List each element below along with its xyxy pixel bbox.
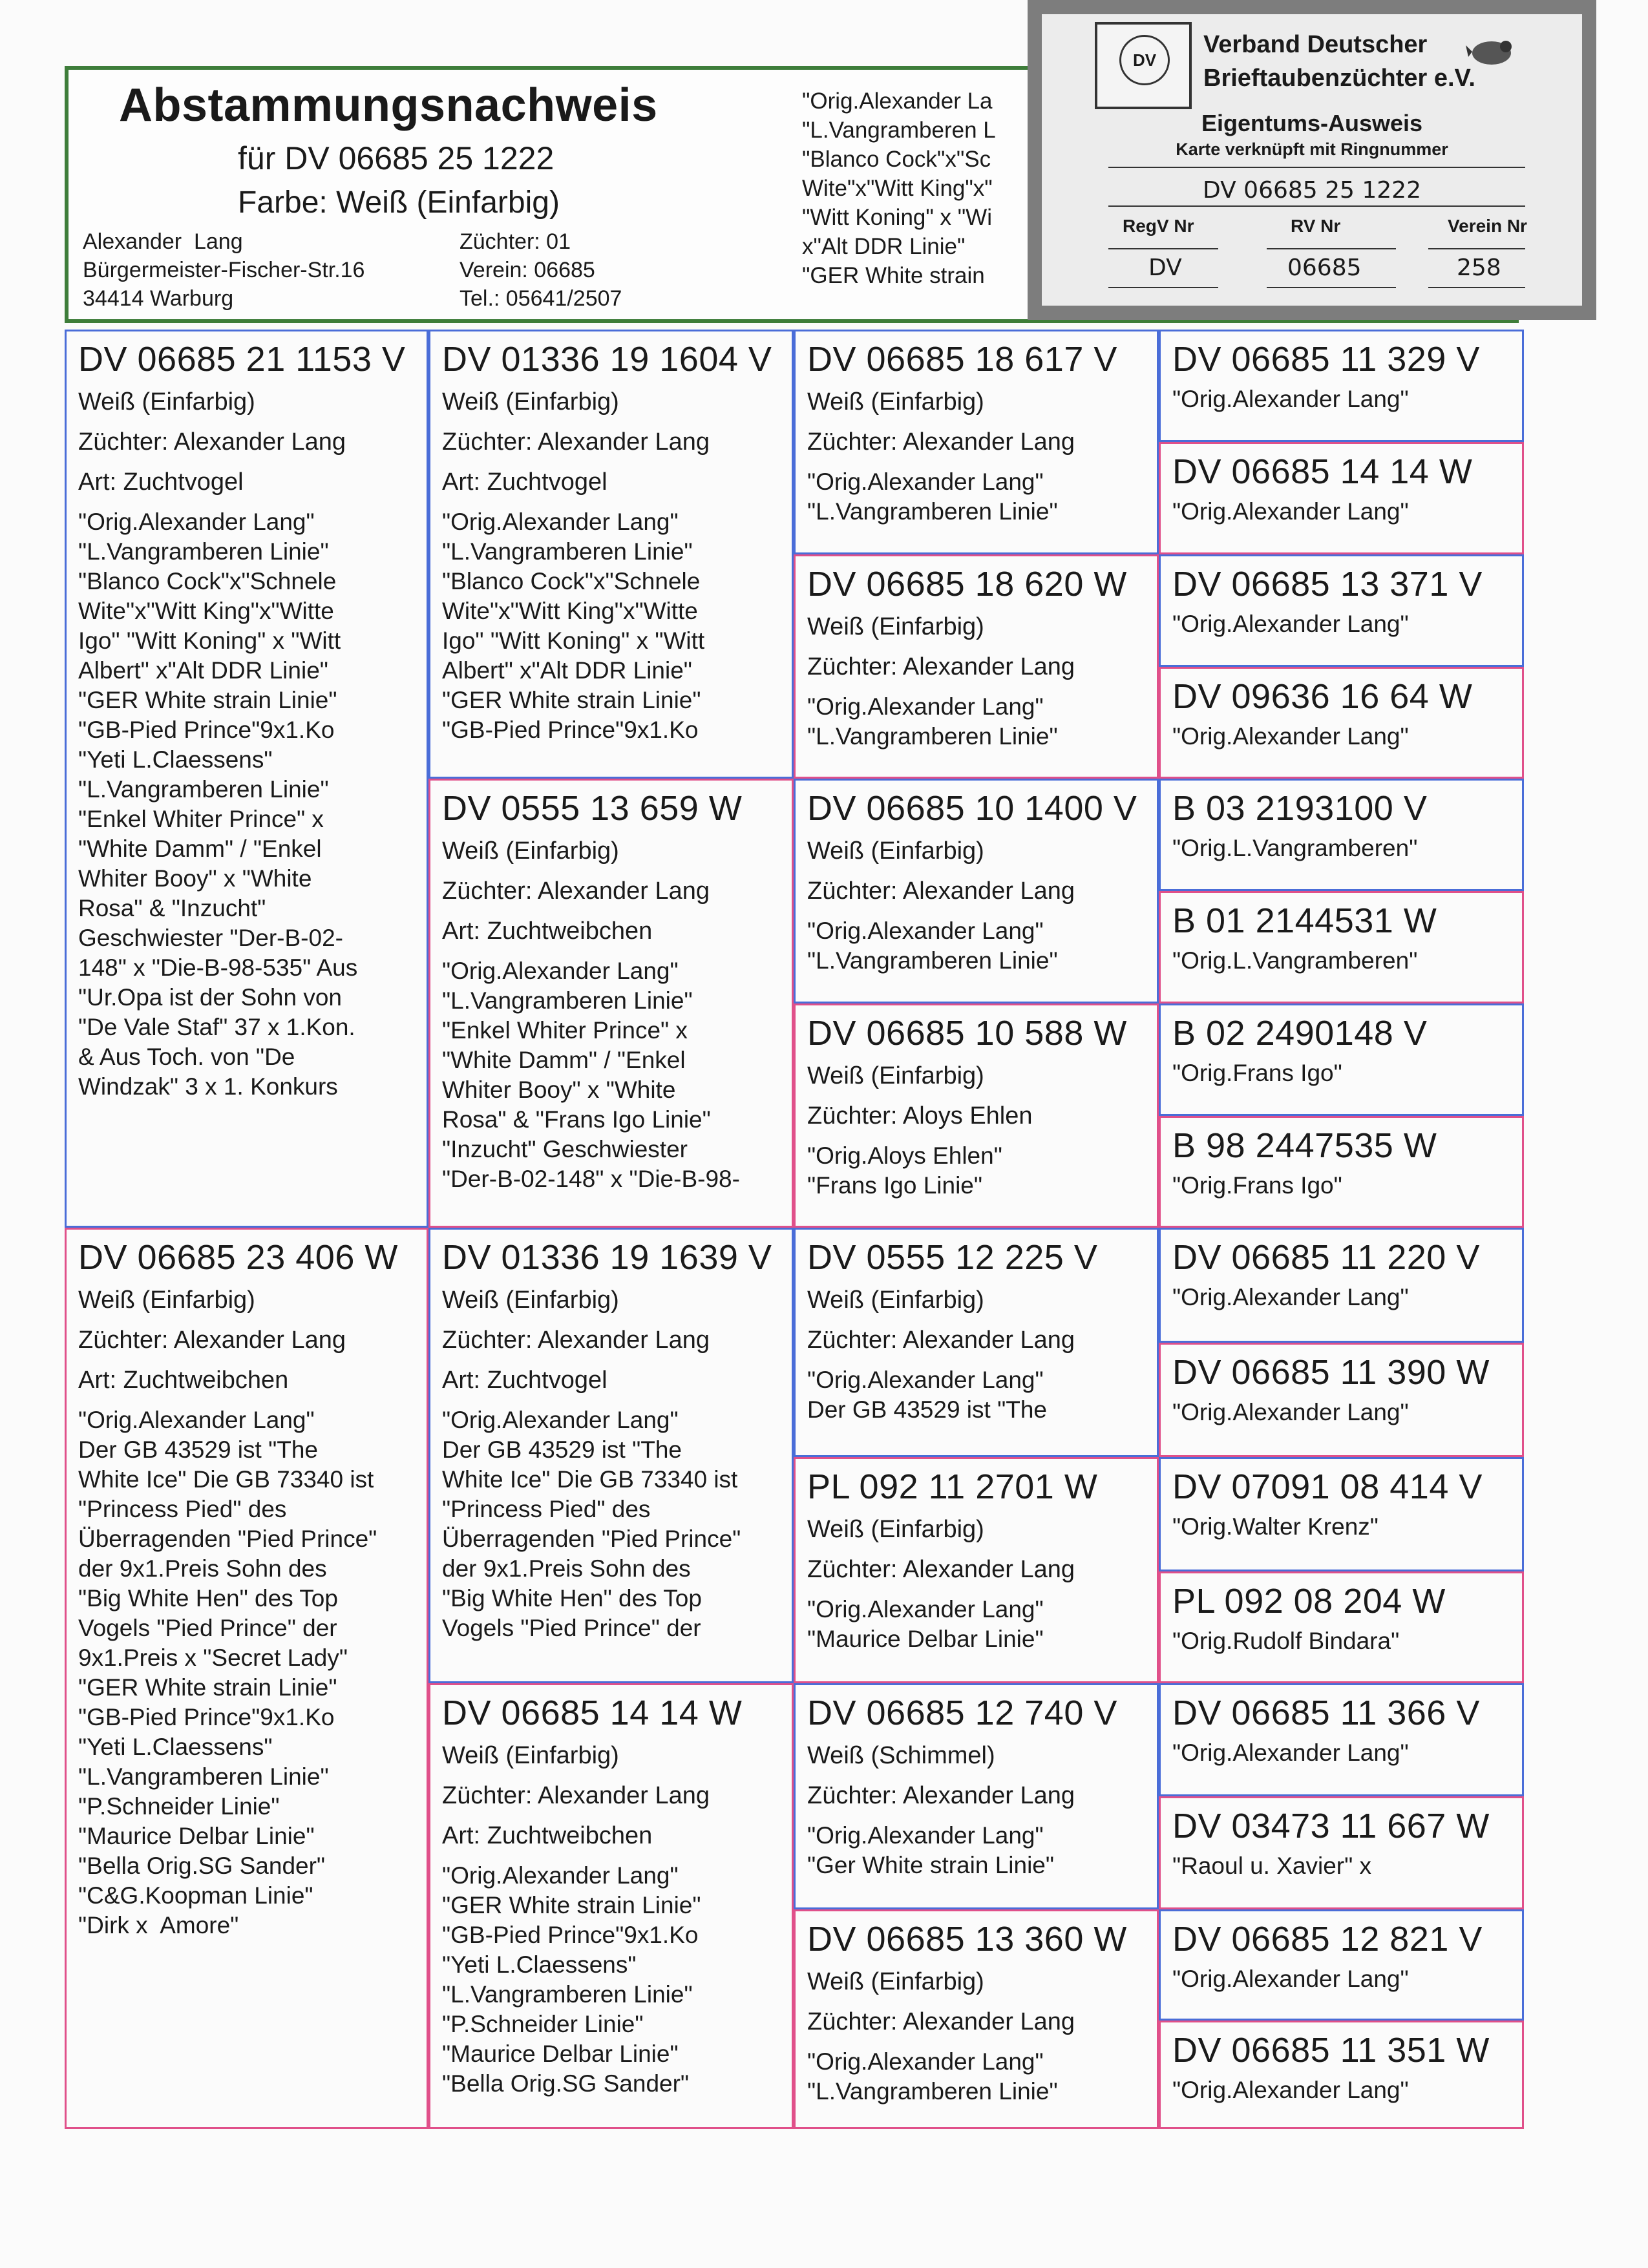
pedigree-notes: "Orig.Alexander Lang" "L.Vangramberen Linie" xyxy=(807,468,1058,525)
pedigree-cell xyxy=(1159,2021,1524,2129)
ring-number: B 02 2490148 V xyxy=(1172,1014,1428,1053)
association-logo xyxy=(1095,22,1192,109)
pedigree-cell xyxy=(1159,1796,1524,1909)
pedigree-notes: "Orig.Alexander Lang" "L.Vangramberen Linie" "Blanco Cock"x"Schnele Wite"x"Witt King"x"Witte Igo" "Witt Koning" x "Witt Albert" x"Alt DDR Linie" "GER White strain Linie" "GB-Pied Prince"9x1.Ko xyxy=(442,509,705,743)
pedigree-cell xyxy=(1159,1457,1524,1571)
ring-number: DV 06685 13 371 V xyxy=(1172,565,1483,604)
ring-number: B 01 2144531 W xyxy=(1172,901,1437,940)
ring-number: DV 06685 14 14 W xyxy=(1172,452,1473,491)
card-divider xyxy=(1108,205,1525,207)
ring-number: PL 092 11 2701 W xyxy=(807,1467,1098,1506)
subject-pedigree-text: "Orig.Alexander La "L.Vangramberen L "Blanco Cock"x"Sc Wite"x"Witt King"x" "Witt Koning" x "Wi x"Alt DDR Linie" "GER White strain xyxy=(802,89,996,288)
pedigree-notes: "Orig.Alexander Lang" "L.Vangramberen Linie" xyxy=(807,693,1058,750)
bird-color: Weiß (Einfarbig) xyxy=(807,388,984,415)
pedigree-notes: "Orig.Alexander Lang" xyxy=(1172,2077,1409,2103)
bird-breeder: Züchter: Alexander Lang xyxy=(442,877,710,905)
ring-number: DV 06685 10 1400 V xyxy=(807,789,1137,828)
regv-label: RegV Nr xyxy=(1123,216,1194,236)
pedigree-cell xyxy=(794,554,1159,779)
pedigree-notes: "Orig.Alexander Lang" xyxy=(1172,1284,1409,1310)
pedigree-notes: "Orig.Alexander Lang" "L.Vangramberen Linie" xyxy=(807,2048,1058,2105)
ring-number: DV 06685 11 220 V xyxy=(1172,1238,1480,1277)
ring-number: DV 06685 11 329 V xyxy=(1172,340,1480,379)
pedigree-cell xyxy=(794,1457,1159,1683)
ring-number: DV 06685 13 360 W xyxy=(807,1920,1127,1958)
verein-value: 258 xyxy=(1457,255,1501,281)
ring-number: DV 06685 21 1153 V xyxy=(78,340,406,379)
ring-number: B 98 2447535 W xyxy=(1172,1126,1437,1165)
document-title: Abstammungsnachweis xyxy=(119,79,658,131)
bird-breeder: Züchter: Alexander Lang xyxy=(807,653,1075,680)
bird-breeder: Züchter: Alexander Lang xyxy=(807,1782,1075,1809)
pedigree-cell xyxy=(1159,1909,1524,2021)
bird-color: Weiß (Schimmel) xyxy=(807,1742,995,1769)
bird-type: Art: Zuchtweibchen xyxy=(442,918,653,945)
bird-color: Weiß (Einfarbig) xyxy=(442,388,619,415)
ring-number: DV 06685 11 366 V xyxy=(1172,1694,1480,1732)
bird-color: Weiß (Einfarbig) xyxy=(807,837,984,865)
bird-color: Weiß (Einfarbig) xyxy=(78,1286,255,1314)
pedigree-notes: "Orig.Alexander Lang" xyxy=(1172,498,1409,525)
card-divider xyxy=(1108,248,1218,249)
pedigree-cell xyxy=(1159,1683,1524,1796)
pedigree-cell xyxy=(794,779,1159,1003)
verein-label: Verein Nr xyxy=(1448,216,1527,236)
ring-number: DV 07091 08 414 V xyxy=(1172,1467,1483,1506)
bird-type: Art: Zuchtvogel xyxy=(442,1367,607,1394)
bird-color: Weiß (Einfarbig) xyxy=(807,1062,984,1089)
ring-number: DV 09636 16 64 W xyxy=(1172,677,1473,716)
pedigree-cell xyxy=(1159,1343,1524,1457)
bird-color: Weiß (Einfarbig) xyxy=(807,613,984,640)
ring-number: B 03 2193100 V xyxy=(1172,789,1428,828)
pedigree-cell xyxy=(1159,779,1524,891)
ring-number: DV 06685 18 617 V xyxy=(807,340,1117,379)
ring-number: DV 0555 13 659 W xyxy=(442,789,743,828)
pedigree-notes: "Orig.Alexander Lang" xyxy=(1172,723,1409,750)
pedigree-notes: "Orig.Alexander Lang" "L.Vangramberen Linie" "Enkel Whiter Prince" x "White Damm" / "Enkel Whiter Booy" x "White Rosa" & "Frans Igo Linie" "Inzucht" Geschwiester "Der-B-02-148" x "Die-B-98- xyxy=(442,958,740,1192)
pedigree-cell xyxy=(428,1228,794,1683)
pedigree-cell xyxy=(65,1228,428,2129)
pedigree-notes: "Orig.Alexander Lang" xyxy=(1172,386,1409,412)
pedigree-cell xyxy=(794,330,1159,554)
pedigree-notes: "Orig.Alexander Lang" "Ger White strain Linie" xyxy=(807,1822,1055,1878)
breeder-number: Züchter: 01 xyxy=(460,229,571,254)
card-divider xyxy=(1108,167,1525,168)
regv-value: DV xyxy=(1148,255,1182,281)
pedigree-cell xyxy=(1159,667,1524,779)
bird-breeder: Züchter: Alexander Lang xyxy=(807,2008,1075,2035)
ring-number: DV 06685 18 620 W xyxy=(807,565,1127,604)
owner-street: Bürgermeister-Fischer-Str.16 xyxy=(83,258,365,282)
bird-type: Art: Zuchtweibchen xyxy=(78,1367,289,1394)
pedigree-notes: "Orig.Frans Igo" xyxy=(1172,1060,1342,1086)
pedigree-notes: "Orig.Alexander Lang" "GER White strain Linie" "GB-Pied Prince"9x1.Ko "Yeti L.Claessens" "L.Vangramberen Linie" "P.Schneider Linie" "Maurice Delbar Linie" "Bella Orig.SG Sander" xyxy=(442,1862,701,2097)
card-divider xyxy=(1428,248,1525,249)
pigeon-emblem-icon xyxy=(1466,32,1517,71)
card-title: Eigentums-Ausweis xyxy=(1201,110,1423,136)
pedigree-notes: "Orig.L.Vangramberen" xyxy=(1172,835,1418,861)
bird-breeder: Züchter: Aloys Ehlen xyxy=(807,1102,1033,1129)
ownership-card xyxy=(1028,0,1596,320)
ring-number: DV 06685 10 588 W xyxy=(807,1014,1127,1053)
bird-breeder: Züchter: Alexander Lang xyxy=(807,428,1075,456)
ring-number: DV 01336 19 1639 V xyxy=(442,1238,772,1277)
dv-emblem-icon: DV xyxy=(1119,35,1170,85)
subject-ring-number: für DV 06685 25 1222 xyxy=(238,140,555,176)
bird-breeder: Züchter: Alexander Lang xyxy=(78,428,346,456)
association-name-line2: Brieftaubenzüchter e.V. xyxy=(1203,65,1475,92)
phone-number: Tel.: 05641/2507 xyxy=(460,286,622,311)
rv-label: RV Nr xyxy=(1291,216,1341,236)
ownership-card-body xyxy=(1042,14,1582,306)
pedigree-cell xyxy=(1159,1116,1524,1228)
pedigree-notes: "Orig.Alexander Lang" xyxy=(1172,1399,1409,1425)
bird-color: Weiß (Einfarbig) xyxy=(78,388,255,415)
pedigree-cell xyxy=(794,1003,1159,1228)
pedigree-notes: "Orig.Alexander Lang" "L.Vangramberen Linie" xyxy=(807,918,1058,974)
pedigree-cell xyxy=(1159,442,1524,554)
bird-color: Weiß (Einfarbig) xyxy=(442,1286,619,1314)
pedigree-cell xyxy=(1159,1228,1524,1343)
pedigree-cell xyxy=(1159,330,1524,442)
ring-number: DV 06685 12 740 V xyxy=(807,1694,1117,1732)
bird-color: Weiß (Einfarbig) xyxy=(807,1286,984,1314)
pedigree-notes: "Orig.Frans Igo" xyxy=(1172,1172,1342,1199)
ring-number: PL 092 08 204 W xyxy=(1172,1582,1446,1621)
bird-color: Weiß (Einfarbig) xyxy=(442,837,619,865)
pedigree-cell xyxy=(1159,554,1524,667)
pedigree-cell xyxy=(428,1683,794,2129)
card-divider xyxy=(1428,287,1525,288)
ring-number: DV 06685 11 390 W xyxy=(1172,1353,1490,1392)
pedigree-notes: "Orig.Aloys Ehlen" "Frans Igo Linie" xyxy=(807,1142,1002,1199)
bird-breeder: Züchter: Alexander Lang xyxy=(807,1327,1075,1354)
owner-city: 34414 Warburg xyxy=(83,286,234,311)
ring-number: DV 0555 12 225 V xyxy=(807,1238,1098,1277)
ring-number: DV 03473 11 667 W xyxy=(1172,1807,1490,1845)
pedigree-notes: "Orig.Alexander Lang" Der GB 43529 ist "The White Ice" Die GB 73340 ist "Princess Pied" des Überragenden "Pied Prince" der 9x1.Preis Sohn des "Big White Hen" des Top Vogels "Pied Prince" der 9x1.Preis x "Secret Lady" "GER White strain Linie" "GB-Pied Prince"9x1.Ko "Yeti L.Claessens" "L.Vangramberen Linie" "P.Schneider Linie" "Maurice Delbar Linie" "Bella Orig.SG Sander" "C&G.Koopman Linie" "Dirk x Amore" xyxy=(78,1407,377,1938)
pedigree-notes: "Orig.L.Vangramberen" xyxy=(1172,947,1418,974)
pedigree-notes: "Orig.Alexander Lang" xyxy=(1172,1739,1409,1766)
pedigree-cell xyxy=(1159,1571,1524,1683)
ring-number: DV 06685 12 821 V xyxy=(1172,1920,1483,1958)
bird-breeder: Züchter: Alexander Lang xyxy=(442,1327,710,1354)
bird-type: Art: Zuchtweibchen xyxy=(442,1822,653,1849)
subject-color: Farbe: Weiß (Einfarbig) xyxy=(238,185,560,220)
pedigree-cell xyxy=(65,330,428,1228)
bird-color: Weiß (Einfarbig) xyxy=(442,1742,619,1769)
pedigree-notes: "Orig.Alexander Lang" Der GB 43529 ist "The xyxy=(807,1367,1047,1423)
bird-color: Weiß (Einfarbig) xyxy=(807,1516,984,1543)
pedigree-notes: "Orig.Walter Krenz" xyxy=(1172,1513,1379,1540)
rv-value: 06685 xyxy=(1287,255,1362,281)
bird-breeder: Züchter: Alexander Lang xyxy=(442,428,710,456)
pedigree-cell xyxy=(1159,1003,1524,1116)
ring-number: DV 06685 11 351 W xyxy=(1172,2031,1490,2070)
pedigree-notes: "Orig.Alexander Lang" "Maurice Delbar Linie" xyxy=(807,1596,1044,1652)
card-divider xyxy=(1267,248,1396,249)
pedigree-cell xyxy=(794,1909,1159,2129)
card-ring-number: DV 06685 25 1222 xyxy=(1203,177,1421,204)
pedigree-notes: "Raoul u. Xavier" x xyxy=(1172,1853,1372,1879)
ring-number: DV 06685 14 14 W xyxy=(442,1694,743,1732)
bird-breeder: Züchter: Alexander Lang xyxy=(807,1556,1075,1583)
club-number: Verein: 06685 xyxy=(460,258,595,282)
pedigree-cell xyxy=(428,330,794,779)
pedigree-cell xyxy=(1159,891,1524,1003)
ring-number: DV 06685 23 406 W xyxy=(78,1238,398,1277)
pedigree-notes: "Orig.Alexander Lang" xyxy=(1172,1966,1409,1992)
bird-breeder: Züchter: Alexander Lang xyxy=(442,1782,710,1809)
pedigree-notes: "Orig.Rudolf Bindara" xyxy=(1172,1628,1400,1654)
pedigree-cell xyxy=(794,1683,1159,1909)
bird-breeder: Züchter: Alexander Lang xyxy=(78,1327,346,1354)
bird-color: Weiß (Einfarbig) xyxy=(807,1968,984,1995)
bird-type: Art: Zuchtvogel xyxy=(78,468,244,496)
owner-name: Alexander Lang xyxy=(83,229,243,254)
card-divider xyxy=(1267,287,1396,288)
ring-number: DV 01336 19 1604 V xyxy=(442,340,772,379)
association-name-line1: Verband Deutscher xyxy=(1203,31,1428,58)
card-divider xyxy=(1108,287,1218,288)
pedigree-cell xyxy=(428,779,794,1228)
bird-breeder: Züchter: Alexander Lang xyxy=(807,877,1075,905)
bird-type: Art: Zuchtvogel xyxy=(442,468,607,496)
pedigree-cell xyxy=(794,1228,1159,1457)
pedigree-notes: "Orig.Alexander Lang" xyxy=(1172,611,1409,637)
pedigree-notes: "Orig.Alexander Lang" Der GB 43529 ist "The White Ice" Die GB 73340 ist "Princess Pied" des Überragenden "Pied Prince" der 9x1.Preis Sohn des "Big White Hen" des Top Vogels "Pied Prince" der xyxy=(442,1407,741,1641)
card-subtitle: Karte verknüpft mit Ringnummer xyxy=(1176,140,1448,159)
pedigree-notes: "Orig.Alexander Lang" "L.Vangramberen Linie" "Blanco Cock"x"Schnele Wite"x"Witt King"x"Witte Igo" "Witt Koning" x "Witt Albert" x"Alt DDR Linie" "GER White strain Linie" "GB-Pied Prince"9x1.Ko "Yeti L.Claessens" "L.Vangramberen Linie" "Enkel Whiter Prince" x "White Damm" / "Enkel Whiter Booy" x "White Rosa" & "Inzucht" Geschwiester "Der-B-02- 148" x "Die-B-98-535" Aus "Ur.Opa ist der Sohn von "De Vale Staf" 37 x 1.Kon. & Aus Toch. von "De Windzak" 3 x 1. Konkurs xyxy=(78,509,358,1100)
